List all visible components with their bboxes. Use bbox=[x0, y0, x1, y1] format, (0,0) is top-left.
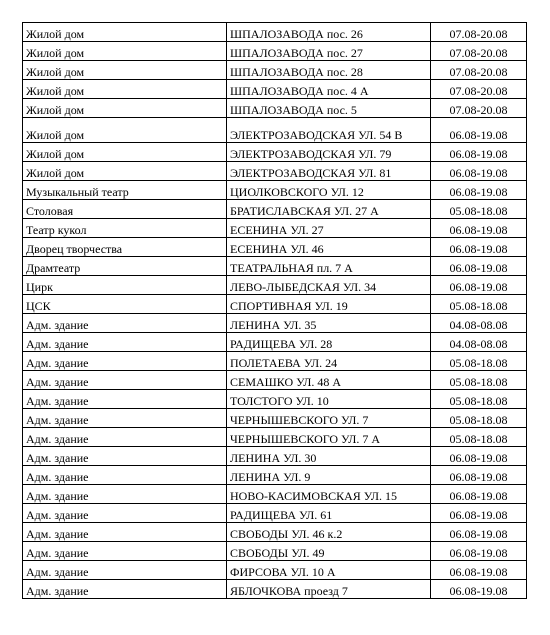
table-row bbox=[23, 466, 527, 485]
table-row bbox=[23, 238, 527, 257]
table-row bbox=[23, 200, 527, 219]
address-cell: РАДИЩЕВА УЛ. 61 bbox=[227, 504, 431, 523]
building-type-cell: Адм. здание bbox=[23, 390, 227, 409]
dates-cell: 06.08-19.08 bbox=[431, 504, 527, 523]
building-type-cell: Адм. здание bbox=[23, 314, 227, 333]
building-type-cell: Драмтеатр bbox=[23, 257, 227, 276]
building-type-cell: Адм. здание bbox=[23, 371, 227, 390]
address-cell: СЕМАШКО УЛ. 48 А bbox=[227, 371, 431, 390]
table-row bbox=[23, 80, 527, 99]
building-type-cell: Адм. здание bbox=[23, 447, 227, 466]
building-type-cell: Адм. здание bbox=[23, 542, 227, 561]
dates-cell: 06.08-19.08 bbox=[431, 580, 527, 599]
address-cell: ШПАЛОЗАВОДА пос. 4 А bbox=[227, 80, 431, 99]
address-cell: ЧЕРНЫШЕВСКОГО УЛ. 7 bbox=[227, 409, 431, 428]
dates-cell: 04.08-08.08 bbox=[431, 333, 527, 352]
dates-cell: 06.08-19.08 bbox=[431, 485, 527, 504]
table-row bbox=[23, 504, 527, 523]
table-row bbox=[23, 143, 527, 162]
dates-cell: 06.08-19.08 bbox=[431, 276, 527, 295]
dates-cell: 07.08-20.08 bbox=[431, 42, 527, 61]
table-row bbox=[23, 485, 527, 504]
building-type-cell: Жилой дом bbox=[23, 99, 227, 118]
address-cell: СВОБОДЫ УЛ. 46 к.2 bbox=[227, 523, 431, 542]
dates-cell: 06.08-19.08 bbox=[431, 181, 527, 200]
address-cell: ЛЕВО-ЛЫБЕДСКАЯ УЛ. 34 bbox=[227, 276, 431, 295]
table-row bbox=[23, 99, 527, 118]
building-type-cell: Цирк bbox=[23, 276, 227, 295]
table-row bbox=[23, 428, 527, 447]
address-cell: ШПАЛОЗАВОДА пос. 5 bbox=[227, 99, 431, 118]
building-type-cell: Адм. здание bbox=[23, 409, 227, 428]
dates-cell: 07.08-20.08 bbox=[431, 61, 527, 80]
table-row bbox=[23, 580, 527, 599]
address-cell: ШПАЛОЗАВОДА пос. 26 bbox=[227, 23, 431, 42]
dates-cell: 06.08-19.08 bbox=[431, 219, 527, 238]
table-row bbox=[23, 314, 527, 333]
dates-cell: 06.08-19.08 bbox=[431, 118, 527, 143]
dates-cell: 06.08-19.08 bbox=[431, 143, 527, 162]
address-cell: ЭЛЕКТРОЗАВОДСКАЯ УЛ. 54 В bbox=[227, 118, 431, 143]
table-row bbox=[23, 61, 527, 80]
building-type-cell: ЦСК bbox=[23, 295, 227, 314]
table-row bbox=[23, 295, 527, 314]
building-type-cell: Столовая bbox=[23, 200, 227, 219]
dates-cell: 05.08-18.08 bbox=[431, 371, 527, 390]
address-cell: ЛЕНИНА УЛ. 9 bbox=[227, 466, 431, 485]
address-cell: СВОБОДЫ УЛ. 49 bbox=[227, 542, 431, 561]
dates-cell: 06.08-19.08 bbox=[431, 238, 527, 257]
building-type-cell: Музыкальный театр bbox=[23, 181, 227, 200]
dates-cell: 06.08-19.08 bbox=[431, 257, 527, 276]
building-type-cell: Адм. здание bbox=[23, 504, 227, 523]
table-row bbox=[23, 409, 527, 428]
dates-cell: 07.08-20.08 bbox=[431, 99, 527, 118]
dates-cell: 06.08-19.08 bbox=[431, 447, 527, 466]
dates-cell: 05.08-18.08 bbox=[431, 428, 527, 447]
address-cell: ЧЕРНЫШЕВСКОГО УЛ. 7 А bbox=[227, 428, 431, 447]
dates-cell: 06.08-19.08 bbox=[431, 561, 527, 580]
table-row bbox=[23, 162, 527, 181]
table-row bbox=[23, 542, 527, 561]
address-cell: БРАТИСЛАВСКАЯ УЛ. 27 А bbox=[227, 200, 431, 219]
building-type-cell: Адм. здание bbox=[23, 485, 227, 504]
dates-cell: 05.08-18.08 bbox=[431, 295, 527, 314]
address-cell: ШПАЛОЗАВОДА пос. 27 bbox=[227, 42, 431, 61]
dates-cell: 06.08-19.08 bbox=[431, 162, 527, 181]
address-cell: РАДИЩЕВА УЛ. 28 bbox=[227, 333, 431, 352]
address-cell: ФИРСОВА УЛ. 10 А bbox=[227, 561, 431, 580]
table-row bbox=[23, 23, 527, 42]
address-cell: НОВО-КАСИМОВСКАЯ УЛ. 15 bbox=[227, 485, 431, 504]
dates-cell: 04.08-08.08 bbox=[431, 314, 527, 333]
table-row bbox=[23, 181, 527, 200]
table-row bbox=[23, 561, 527, 580]
building-type-cell: Жилой дом bbox=[23, 143, 227, 162]
table-row bbox=[23, 276, 527, 295]
address-cell: ЦИОЛКОВСКОГО УЛ. 12 bbox=[227, 181, 431, 200]
address-cell: ЯБЛОЧКОВА проезд 7 bbox=[227, 580, 431, 599]
address-cell: ШПАЛОЗАВОДА пос. 28 bbox=[227, 61, 431, 80]
table-row bbox=[23, 333, 527, 352]
address-cell: ЭЛЕКТРОЗАВОДСКАЯ УЛ. 79 bbox=[227, 143, 431, 162]
building-type-cell: Адм. здание bbox=[23, 561, 227, 580]
address-cell: ТОЛСТОГО УЛ. 10 bbox=[227, 390, 431, 409]
table-row bbox=[23, 371, 527, 390]
building-type-cell: Адм. здание bbox=[23, 352, 227, 371]
building-type-cell: Жилой дом bbox=[23, 80, 227, 99]
building-type-cell: Адм. здание bbox=[23, 466, 227, 485]
table-body bbox=[23, 23, 527, 599]
building-type-cell: Жилой дом bbox=[23, 162, 227, 181]
dates-cell: 07.08-20.08 bbox=[431, 23, 527, 42]
table-row bbox=[23, 447, 527, 466]
building-type-cell: Адм. здание bbox=[23, 523, 227, 542]
address-cell: ЛЕНИНА УЛ. 35 bbox=[227, 314, 431, 333]
address-cell: ЕСЕНИНА УЛ. 46 bbox=[227, 238, 431, 257]
dates-cell: 05.08-18.08 bbox=[431, 352, 527, 371]
table-row bbox=[23, 257, 527, 276]
address-cell: ПОЛЕТАЕВА УЛ. 24 bbox=[227, 352, 431, 371]
building-type-cell: Жилой дом bbox=[23, 42, 227, 61]
building-type-cell: Жилой дом bbox=[23, 61, 227, 80]
building-type-cell: Дворец творчества bbox=[23, 238, 227, 257]
dates-cell: 05.08-18.08 bbox=[431, 409, 527, 428]
building-type-cell: Театр кукол bbox=[23, 219, 227, 238]
table-row bbox=[23, 523, 527, 542]
table-row bbox=[23, 219, 527, 238]
dates-cell: 06.08-19.08 bbox=[431, 542, 527, 561]
building-type-cell: Жилой дом bbox=[23, 23, 227, 42]
dates-cell: 07.08-20.08 bbox=[431, 80, 527, 99]
table-row bbox=[23, 42, 527, 61]
address-cell: ЕСЕНИНА УЛ. 27 bbox=[227, 219, 431, 238]
dates-cell: 05.08-18.08 bbox=[431, 390, 527, 409]
address-cell: ЛЕНИНА УЛ. 30 bbox=[227, 447, 431, 466]
building-type-cell: Жилой дом bbox=[23, 118, 227, 143]
address-cell: ЭЛЕКТРОЗАВОДСКАЯ УЛ. 81 bbox=[227, 162, 431, 181]
address-cell: ТЕАТРАЛЬНАЯ пл. 7 А bbox=[227, 257, 431, 276]
table-row bbox=[23, 352, 527, 371]
dates-cell: 06.08-19.08 bbox=[431, 466, 527, 485]
building-type-cell: Адм. здание bbox=[23, 580, 227, 599]
table-row bbox=[23, 390, 527, 409]
table-row bbox=[23, 118, 527, 143]
dates-cell: 05.08-18.08 bbox=[431, 200, 527, 219]
dates-cell: 06.08-19.08 bbox=[431, 523, 527, 542]
address-cell: СПОРТИВНАЯ УЛ. 19 bbox=[227, 295, 431, 314]
outage-schedule-table bbox=[22, 22, 527, 599]
building-type-cell: Адм. здание bbox=[23, 333, 227, 352]
building-type-cell: Адм. здание bbox=[23, 428, 227, 447]
